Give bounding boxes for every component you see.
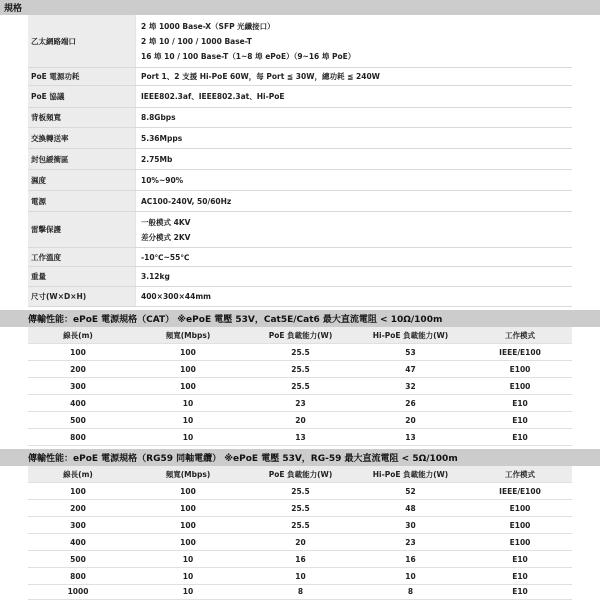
- spec-value: [135, 15, 572, 67]
- table-cell: E100: [509, 364, 531, 374]
- spec-label: 雷擊保護: [28, 212, 135, 247]
- table-cell: 47: [405, 364, 416, 374]
- spec-row-poe-protocol: [28, 86, 572, 108]
- table-cell: 53: [405, 347, 416, 357]
- table-cell: 100: [180, 486, 196, 496]
- spec-title: 規格: [4, 4, 23, 14]
- table-cell: 500: [70, 554, 86, 564]
- table-cell: IEEE/E100: [499, 486, 541, 496]
- col-header: 工作模式: [505, 330, 535, 340]
- spec-row-backplane: [28, 108, 572, 128]
- table-cell: 100: [180, 347, 196, 357]
- table-cell: 400: [70, 537, 86, 547]
- table-cell: 10: [295, 571, 306, 581]
- spec-label: 尺寸(W×D×H): [28, 287, 135, 306]
- col-header: Hi-PoE 負載能力(W): [372, 469, 449, 479]
- spec-value-line: 8.8Gbps: [141, 113, 176, 122]
- cat-table-head-row: [28, 327, 572, 344]
- table-cell: 48: [405, 503, 416, 513]
- spec-value: [135, 128, 572, 148]
- spec-row-power: [28, 191, 572, 212]
- table-cell: 13: [405, 432, 416, 442]
- col-header: PoE 負載能力(W): [268, 330, 333, 340]
- table-cell: 8: [407, 586, 414, 596]
- spec-row-temperature: [28, 248, 572, 267]
- spec-value-line: 5.36Mpps: [141, 133, 183, 143]
- table-cell: 16: [405, 554, 416, 564]
- spec-row-ethernet: [28, 15, 572, 68]
- spec-row-humidity: [28, 170, 572, 191]
- table-cell: IEEE/E100: [499, 347, 541, 357]
- table-cell: E100: [509, 537, 531, 547]
- spec-value-line: 2 埠 1000 Base-X（SFP 光纖接口）: [141, 21, 275, 31]
- spec-header: [0, 0, 600, 15]
- table-cell: 25.5: [291, 486, 310, 496]
- table-cell: E10: [512, 554, 528, 564]
- spec-value: [135, 86, 572, 107]
- table-cell: 100: [180, 520, 196, 530]
- spec-value: [135, 248, 572, 266]
- table-cell: 400: [70, 398, 86, 408]
- spec-value: [135, 267, 572, 286]
- spec-row-surge: [28, 212, 572, 248]
- table-cell: 10: [182, 586, 194, 596]
- table-cell: E10: [512, 432, 528, 442]
- table-cell: 200: [70, 364, 86, 374]
- table-cell: 52: [405, 486, 416, 496]
- table-cell: 20: [295, 537, 306, 547]
- table-row: [28, 583, 572, 600]
- table-row: [28, 412, 572, 429]
- table-cell: E10: [512, 571, 528, 581]
- table-cell: 500: [70, 415, 86, 425]
- table-row: [28, 517, 572, 534]
- table-cell: 300: [70, 381, 86, 391]
- col-header: Hi-PoE 負載能力(W): [372, 330, 449, 340]
- table-row: [28, 344, 572, 361]
- table-cell: 20: [405, 415, 416, 425]
- table-row: [28, 534, 572, 551]
- col-header: PoE 負載能力(W): [268, 469, 333, 479]
- rg59-table-header: [0, 449, 600, 466]
- table-row: [28, 500, 572, 517]
- table-cell: 800: [70, 571, 86, 581]
- table-cell: 10: [182, 554, 194, 564]
- table-cell: E100: [509, 381, 531, 391]
- spec-label: 交換轉送率: [28, 128, 135, 148]
- table-cell: E10: [512, 415, 528, 425]
- col-header: 頻寬(Mbps): [165, 469, 211, 479]
- cat-table-title: 傳輸性能：ePoE 電源規格（CAT） ※ePoE 電壓 53V，Cat5E/Cat6 最大直流電阻 < 10Ω/100m: [28, 315, 443, 325]
- spec-label: 濕度: [28, 170, 135, 190]
- table-row: [28, 429, 572, 446]
- spec-value-line: IEEE802.3af、IEEE802.3at、Hi-PoE: [141, 92, 285, 101]
- spec-value-line: -10℃~55℃: [141, 252, 190, 262]
- spec-value-line: 10%~90%: [141, 175, 184, 185]
- table-cell: 25.5: [291, 520, 310, 530]
- table-cell: 10: [182, 571, 194, 581]
- table-cell: 16: [295, 554, 306, 564]
- table-cell: 100: [70, 486, 86, 496]
- cat-table-header: [0, 310, 600, 327]
- spec-row-poe-power: [28, 68, 572, 86]
- table-row: [28, 551, 572, 568]
- spec-value: [135, 212, 572, 247]
- spec-value-line: 400×300×44mm: [141, 292, 211, 301]
- col-header: 工作模式: [505, 469, 535, 479]
- table-row: [28, 378, 572, 395]
- table-cell: E100: [509, 520, 531, 530]
- col-header: 線長(m): [63, 330, 93, 340]
- table-cell: 10: [182, 432, 194, 442]
- spec-row-forwarding: [28, 128, 572, 149]
- spec-value-line: 3.12kg: [141, 272, 170, 281]
- spec-value-line: 2 埠 10 / 100 / 1000 Base-T: [141, 36, 252, 46]
- table-cell: 200: [70, 503, 86, 513]
- spec-label: PoE 電源功耗: [28, 68, 135, 85]
- table-cell: 1000: [67, 586, 89, 596]
- spec-label: 重量: [28, 267, 135, 286]
- table-cell: E10: [512, 586, 528, 596]
- rg59-table-head-row: [28, 466, 572, 483]
- spec-row-weight: [28, 267, 572, 287]
- table-cell: 13: [295, 432, 306, 442]
- spec-label: 乙太網路端口: [28, 15, 135, 67]
- table-cell: 30: [405, 520, 416, 530]
- table-cell: 100: [180, 537, 196, 547]
- table-cell: 10: [182, 415, 194, 425]
- table-cell: 26: [405, 398, 416, 408]
- table-cell: 10: [405, 571, 416, 581]
- spec-value: [135, 287, 572, 306]
- col-header: 線長(m): [63, 469, 93, 479]
- spec-value-line: 2.75Mb: [141, 154, 173, 164]
- spec-value: [135, 191, 572, 211]
- table-cell: 25.5: [291, 364, 310, 374]
- spec-label: 背板頻寬: [28, 108, 135, 127]
- table-cell: 300: [70, 520, 86, 530]
- table-cell: E10: [512, 398, 528, 408]
- table-cell: 10: [182, 398, 194, 408]
- spec-label: 電源: [28, 191, 135, 211]
- spec-value-line: 16 埠 10 / 100 Base-T（1~8 埠 ePoE）（9~16 埠 PoE）: [141, 51, 356, 61]
- spec-value: [135, 68, 572, 85]
- table-cell: 100: [180, 381, 196, 391]
- spec-value-line: Port 1、2 支援 Hi-PoE 60W，每 Port ≦ 30W，總功耗 ≦ 240W: [141, 72, 380, 81]
- table-cell: 25.5: [291, 503, 310, 513]
- spec-value-line: 一般模式 4KV: [141, 217, 191, 227]
- table-cell: 100: [180, 364, 196, 374]
- spec-value-line: AC100-240V, 50/60Hz: [141, 196, 232, 206]
- rg59-table-title: 傳輸性能：ePoE 電源規格（RG59 同軸電纜） ※ePoE 電壓 53V，RG-59 最大直流電阻 < 5Ω/100m: [28, 454, 458, 464]
- spec-value-line: 差分模式 2KV: [141, 232, 191, 242]
- table-row: [28, 361, 572, 378]
- table-row: [28, 395, 572, 412]
- spec-row-buffer: [28, 149, 572, 170]
- table-cell: 20: [295, 415, 306, 425]
- table-cell: 100: [180, 503, 196, 513]
- spec-label: PoE 協議: [28, 86, 135, 107]
- spec-value: [135, 108, 572, 127]
- table-cell: E100: [509, 503, 531, 513]
- table-cell: 25.5: [291, 347, 310, 357]
- table-cell: 100: [70, 347, 86, 357]
- spec-value: [135, 149, 572, 169]
- table-cell: 23: [295, 398, 306, 408]
- table-cell: 8: [297, 586, 304, 596]
- table-cell: 25.5: [291, 381, 310, 391]
- table-cell: 23: [405, 537, 416, 547]
- spec-value: [135, 170, 572, 190]
- table-cell: 32: [405, 381, 416, 391]
- col-header: 頻寬(Mbps): [165, 330, 211, 340]
- spec-row-dimensions: [28, 287, 572, 307]
- spec-label: 工作溫度: [28, 248, 135, 266]
- spec-label: 封包緩衝區: [28, 149, 135, 169]
- table-row: [28, 483, 572, 500]
- table-cell: 800: [70, 432, 86, 442]
